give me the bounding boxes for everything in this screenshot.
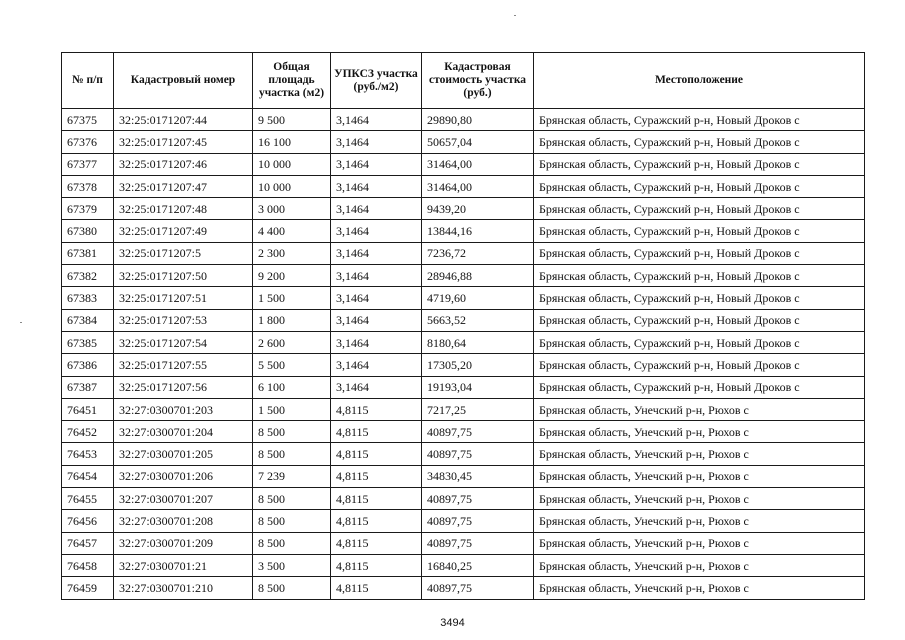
table-row bbox=[62, 131, 865, 153]
cell-cost: 16840,25 bbox=[422, 554, 534, 576]
cell-cost: 31464,00 bbox=[422, 175, 534, 197]
cell-area: 3 000 bbox=[253, 198, 331, 220]
cell-cadastral: 32:27:0300701:21 bbox=[114, 554, 253, 576]
table-header bbox=[62, 53, 865, 109]
cell-cost: 40897,75 bbox=[422, 421, 534, 443]
cell-num: 76452 bbox=[62, 421, 114, 443]
cell-upkcz: 4,8115 bbox=[331, 443, 422, 465]
table-row bbox=[62, 398, 865, 420]
cell-location: Брянская область, Суражский р-н, Новый Дроков с bbox=[534, 198, 865, 220]
cell-num: 76453 bbox=[62, 443, 114, 465]
cell-upkcz: 3,1464 bbox=[331, 153, 422, 175]
cell-area: 3 500 bbox=[253, 554, 331, 576]
cell-location: Брянская область, Суражский р-н, Новый Дроков с bbox=[534, 309, 865, 331]
cell-area: 9 500 bbox=[253, 109, 331, 131]
table-row bbox=[62, 354, 865, 376]
cell-num: 67383 bbox=[62, 287, 114, 309]
cell-cadastral: 32:25:0171207:47 bbox=[114, 175, 253, 197]
cell-num: 67380 bbox=[62, 220, 114, 242]
table-row bbox=[62, 510, 865, 532]
cell-area: 1 500 bbox=[253, 287, 331, 309]
col-header-area: Общая площадь участка (м2) bbox=[253, 53, 331, 109]
table-row bbox=[62, 331, 865, 353]
cell-cadastral: 32:25:0171207:44 bbox=[114, 109, 253, 131]
cell-cadastral: 32:25:0171207:51 bbox=[114, 287, 253, 309]
cell-location: Брянская область, Унечский р-н, Рюхов с bbox=[534, 488, 865, 510]
cell-area: 4 400 bbox=[253, 220, 331, 242]
cell-area: 8 500 bbox=[253, 443, 331, 465]
table-row bbox=[62, 421, 865, 443]
cell-num: 67386 bbox=[62, 354, 114, 376]
cell-num: 76456 bbox=[62, 510, 114, 532]
page-number: 3494 bbox=[440, 617, 465, 629]
cell-cost: 17305,20 bbox=[422, 354, 534, 376]
col-header-cost: Кадастровая стоимость участка (руб.) bbox=[422, 53, 534, 109]
table-row bbox=[62, 265, 865, 287]
table-row bbox=[62, 465, 865, 487]
cell-cost: 19193,04 bbox=[422, 376, 534, 398]
cell-cost: 7217,25 bbox=[422, 398, 534, 420]
col-header-location: Местоположение bbox=[534, 53, 865, 109]
cell-cost: 40897,75 bbox=[422, 510, 534, 532]
cell-cost: 5663,52 bbox=[422, 309, 534, 331]
cell-area: 2 600 bbox=[253, 331, 331, 353]
scan-speck bbox=[20, 322, 22, 323]
cell-num: 76455 bbox=[62, 488, 114, 510]
cell-cadastral: 32:25:0171207:50 bbox=[114, 265, 253, 287]
cell-cost: 13844,16 bbox=[422, 220, 534, 242]
cell-cadastral: 32:25:0171207:48 bbox=[114, 198, 253, 220]
cell-upkcz: 3,1464 bbox=[331, 109, 422, 131]
cell-location: Брянская область, Унечский р-н, Рюхов с bbox=[534, 510, 865, 532]
table-row bbox=[62, 220, 865, 242]
table-row bbox=[62, 198, 865, 220]
cell-location: Брянская область, Суражский р-н, Новый Дроков с bbox=[534, 376, 865, 398]
cell-num: 67378 bbox=[62, 175, 114, 197]
table-row bbox=[62, 175, 865, 197]
table-row bbox=[62, 554, 865, 576]
cell-upkcz: 3,1464 bbox=[331, 287, 422, 309]
cell-upkcz: 4,8115 bbox=[331, 510, 422, 532]
cell-cadastral: 32:25:0171207:45 bbox=[114, 131, 253, 153]
cell-cadastral: 32:25:0171207:49 bbox=[114, 220, 253, 242]
cell-num: 67385 bbox=[62, 331, 114, 353]
table-row bbox=[62, 242, 865, 264]
cell-location: Брянская область, Суражский р-н, Новый Дроков с bbox=[534, 287, 865, 309]
table-body bbox=[62, 109, 865, 600]
cell-num: 67376 bbox=[62, 131, 114, 153]
cell-cadastral: 32:27:0300701:209 bbox=[114, 532, 253, 554]
cell-num: 76458 bbox=[62, 554, 114, 576]
cell-cadastral: 32:27:0300701:210 bbox=[114, 577, 253, 599]
cell-cadastral: 32:25:0171207:5 bbox=[114, 242, 253, 264]
cell-location: Брянская область, Суражский р-н, Новый Дроков с bbox=[534, 220, 865, 242]
table-row bbox=[62, 532, 865, 554]
cell-area: 10 000 bbox=[253, 153, 331, 175]
cell-area: 16 100 bbox=[253, 131, 331, 153]
cell-cadastral: 32:25:0171207:54 bbox=[114, 331, 253, 353]
cell-upkcz: 4,8115 bbox=[331, 398, 422, 420]
cell-area: 9 200 bbox=[253, 265, 331, 287]
cell-location: Брянская область, Унечский р-н, Рюхов с bbox=[534, 398, 865, 420]
cell-num: 67384 bbox=[62, 309, 114, 331]
cell-cost: 28946,88 bbox=[422, 265, 534, 287]
cell-upkcz: 4,8115 bbox=[331, 532, 422, 554]
cell-upkcz: 3,1464 bbox=[331, 175, 422, 197]
cell-num: 76454 bbox=[62, 465, 114, 487]
cell-cadastral: 32:27:0300701:206 bbox=[114, 465, 253, 487]
cell-location: Брянская область, Унечский р-н, Рюхов с bbox=[534, 465, 865, 487]
cell-cadastral: 32:27:0300701:208 bbox=[114, 510, 253, 532]
cell-location: Брянская область, Суражский р-н, Новый Дроков с bbox=[534, 109, 865, 131]
cell-cost: 40897,75 bbox=[422, 532, 534, 554]
cell-location: Брянская область, Суражский р-н, Новый Дроков с bbox=[534, 331, 865, 353]
cell-location: Брянская область, Суражский р-н, Новый Дроков с bbox=[534, 175, 865, 197]
cell-location: Брянская область, Суражский р-н, Новый Дроков с bbox=[534, 131, 865, 153]
cell-area: 8 500 bbox=[253, 577, 331, 599]
cell-num: 67375 bbox=[62, 109, 114, 131]
cell-cost: 29890,80 bbox=[422, 109, 534, 131]
header-row bbox=[62, 53, 865, 109]
cell-cadastral: 32:27:0300701:205 bbox=[114, 443, 253, 465]
cell-upkcz: 4,8115 bbox=[331, 554, 422, 576]
cell-cadastral: 32:25:0171207:46 bbox=[114, 153, 253, 175]
cell-upkcz: 4,8115 bbox=[331, 421, 422, 443]
cell-cadastral: 32:27:0300701:203 bbox=[114, 398, 253, 420]
table-row bbox=[62, 309, 865, 331]
table-row bbox=[62, 577, 865, 599]
col-header-cadastral: Кадастровый номер bbox=[114, 53, 253, 109]
cell-area: 8 500 bbox=[253, 421, 331, 443]
cell-cadastral: 32:25:0171207:55 bbox=[114, 354, 253, 376]
cell-upkcz: 3,1464 bbox=[331, 309, 422, 331]
cell-cost: 7236,72 bbox=[422, 242, 534, 264]
table-row bbox=[62, 109, 865, 131]
cell-location: Брянская область, Суражский р-н, Новый Дроков с bbox=[534, 242, 865, 264]
col-header-num: № п/п bbox=[62, 53, 114, 109]
cell-area: 6 100 bbox=[253, 376, 331, 398]
cell-cost: 8180,64 bbox=[422, 331, 534, 353]
cell-cadastral: 32:25:0171207:53 bbox=[114, 309, 253, 331]
cell-upkcz: 3,1464 bbox=[331, 331, 422, 353]
table-row bbox=[62, 488, 865, 510]
cell-upkcz: 3,1464 bbox=[331, 198, 422, 220]
cell-area: 8 500 bbox=[253, 532, 331, 554]
cell-upkcz: 4,8115 bbox=[331, 465, 422, 487]
cell-cost: 40897,75 bbox=[422, 577, 534, 599]
cell-upkcz: 4,8115 bbox=[331, 577, 422, 599]
cell-cadastral: 32:25:0171207:56 bbox=[114, 376, 253, 398]
cell-area: 8 500 bbox=[253, 488, 331, 510]
cell-area: 10 000 bbox=[253, 175, 331, 197]
cell-cost: 31464,00 bbox=[422, 153, 534, 175]
cell-num: 67379 bbox=[62, 198, 114, 220]
cell-num: 76457 bbox=[62, 532, 114, 554]
cell-location: Брянская область, Унечский р-н, Рюхов с bbox=[534, 532, 865, 554]
cell-location: Брянская область, Унечский р-н, Рюхов с bbox=[534, 554, 865, 576]
cell-upkcz: 3,1464 bbox=[331, 131, 422, 153]
cell-area: 5 500 bbox=[253, 354, 331, 376]
cell-upkcz: 3,1464 bbox=[331, 354, 422, 376]
cell-area: 1 800 bbox=[253, 309, 331, 331]
cell-location: Брянская область, Суражский р-н, Новый Дроков с bbox=[534, 265, 865, 287]
cell-upkcz: 4,8115 bbox=[331, 488, 422, 510]
cell-area: 7 239 bbox=[253, 465, 331, 487]
cell-area: 2 300 bbox=[253, 242, 331, 264]
cell-location: Брянская область, Суражский р-н, Новый Дроков с bbox=[534, 354, 865, 376]
cell-cost: 34830,45 bbox=[422, 465, 534, 487]
cell-area: 1 500 bbox=[253, 398, 331, 420]
table-row bbox=[62, 443, 865, 465]
cell-num: 67387 bbox=[62, 376, 114, 398]
cell-cadastral: 32:27:0300701:204 bbox=[114, 421, 253, 443]
cell-upkcz: 3,1464 bbox=[331, 242, 422, 264]
cell-num: 67377 bbox=[62, 153, 114, 175]
cell-location: Брянская область, Унечский р-н, Рюхов с bbox=[534, 443, 865, 465]
cell-num: 76459 bbox=[62, 577, 114, 599]
cell-cadastral: 32:27:0300701:207 bbox=[114, 488, 253, 510]
cell-upkcz: 3,1464 bbox=[331, 265, 422, 287]
cell-num: 67382 bbox=[62, 265, 114, 287]
cell-cost: 40897,75 bbox=[422, 443, 534, 465]
cell-location: Брянская область, Унечский р-н, Рюхов с bbox=[534, 421, 865, 443]
cell-location: Брянская область, Суражский р-н, Новый Дроков с bbox=[534, 153, 865, 175]
cell-upkcz: 3,1464 bbox=[331, 376, 422, 398]
cell-cost: 4719,60 bbox=[422, 287, 534, 309]
cell-area: 8 500 bbox=[253, 510, 331, 532]
cell-cost: 9439,20 bbox=[422, 198, 534, 220]
table-row bbox=[62, 153, 865, 175]
cadastral-table bbox=[61, 52, 865, 600]
cell-num: 76451 bbox=[62, 398, 114, 420]
scan-speck bbox=[514, 15, 516, 16]
cell-upkcz: 3,1464 bbox=[331, 220, 422, 242]
table-row bbox=[62, 376, 865, 398]
cell-cost: 50657,04 bbox=[422, 131, 534, 153]
table-row bbox=[62, 287, 865, 309]
cell-num: 67381 bbox=[62, 242, 114, 264]
col-header-upkcz: УПКСЗ участка (руб./м2) bbox=[331, 53, 422, 109]
cell-cost: 40897,75 bbox=[422, 488, 534, 510]
cell-location: Брянская область, Унечский р-н, Рюхов с bbox=[534, 577, 865, 599]
